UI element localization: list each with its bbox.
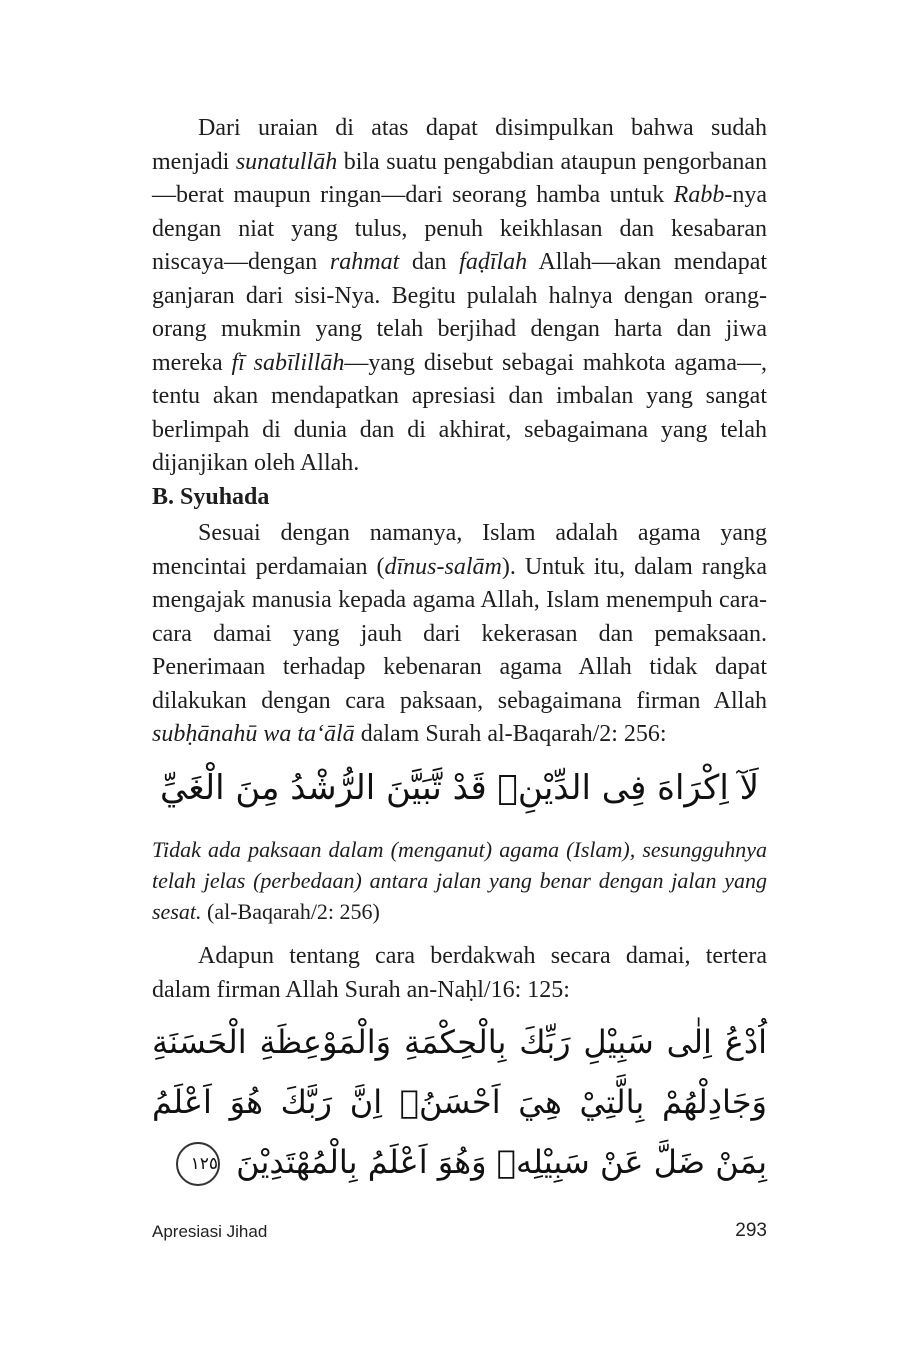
paragraph-2-text bbox=[152, 517, 767, 752]
text-run: Dari uraian di atas dapat disimpulkan bahwa sudah menjadi bbox=[152, 115, 767, 175]
text-run: (al-Baqarah/2: 256) bbox=[201, 899, 380, 924]
paragraph-2 bbox=[152, 517, 767, 752]
text-run: -nya dengan niat yang tulus, penuh keikhlasan dan kesabaran niscaya—dengan bbox=[152, 182, 767, 275]
text-run: dan bbox=[399, 249, 460, 275]
paragraph-1 bbox=[152, 112, 767, 481]
paragraph-3 bbox=[152, 940, 767, 1007]
section-heading: B. Syuhada bbox=[152, 484, 270, 510]
italic-run: Rabb bbox=[673, 182, 725, 208]
paragraph-3-text bbox=[152, 940, 767, 1007]
italic-run: sunatullāh bbox=[235, 148, 338, 175]
text-run: Allah—akan mendapat ganjaran dari sisi-Nya. Begitu pulalah halnya dengan orang-orang mukmin yang telah berjihad dengan harta dan jiwa mereka bbox=[152, 249, 768, 376]
translation-text bbox=[152, 834, 767, 927]
italic-run: dīnus-salām bbox=[384, 553, 502, 580]
arabic-verse-nahl-125 bbox=[152, 1012, 767, 1192]
page-number: 293 bbox=[735, 1220, 767, 1241]
text-run: Adapun tentang cara berdakwah secara damai, tertera dalam firman Allah Surah an-Naḥl/16: 125: bbox=[152, 943, 767, 1003]
italic-run: Tidak ada paksaan dalam (menganut) agama (Islam), sesungguhnya telah jelas (perbedaan) antara jalan yang benar dengan jalan yang sesat. bbox=[152, 837, 767, 924]
text-run: Sesuai dengan namanya, Islam adalah agama yang mencintai perdamaian ( bbox=[152, 520, 767, 580]
italic-run: faḍīlah bbox=[459, 249, 528, 275]
text-run: dalam Surah al-Baqarah/2: 256: bbox=[354, 721, 667, 747]
paragraph-1-text bbox=[152, 112, 767, 481]
italic-run: fī sabīlillāh bbox=[231, 349, 345, 376]
running-footer-title: Apresiasi Jihad bbox=[152, 1222, 268, 1241]
text-run: ). Untuk itu, dalam rangka mengajak manusia kepada agama Allah, Islam menempuh cara-cara damai yang jauh dari kekerasan dan pemaksaan. Penerimaan terhadap kebenaran agama Allah tidak dapat dilakukan dengan cara paksaan, sebagaimana firman Allah bbox=[152, 553, 768, 714]
italic-run: subḥānahū wa ta‘ālā bbox=[152, 721, 355, 747]
arabic-verse-nahl-125-text: اُدْعُ اِلٰى سَبِيْلِ رَبِّكَ بِالْحِكْمَةِ وَالْمَوْعِظَةِ الْحَسَنَةِ وَجَادِلْهُمْ بِالَّتِيْ هِيَ اَحْسَنُۗ اِنَّ رَبَّكَ هُوَ اَعْلَمُ بِمَنْ ضَلَّ عَنْ سَبِيْلِهٖ وَهُوَ اَعْلَمُ بِالْمُهْتَدِيْنَ bbox=[152, 1023, 767, 1181]
verse-translation bbox=[152, 834, 767, 927]
text-run: bila suatu pengabdian ataupun pengorbanan—berat maupun ringan—dari seorang hamba untuk bbox=[152, 148, 767, 208]
arabic-verse-baqarah-256: لَآ اِكْرَاهَ فِى الدِّيْنِۗ قَدْ تَّبَيَّنَ الرُّشْدُ مِنَ الْغَيِّ bbox=[159, 768, 759, 808]
ayah-number-marker: ١٢٥ bbox=[176, 1142, 220, 1186]
italic-run: rahmat bbox=[329, 249, 400, 275]
text-run: —yang disebut sebagai mahkota agama—, tentu akan mendapatkan apresiasi dan imbalan yang sangat berlimpah di dunia dan di akhirat, sebagaimana yang telah dijanjikan oleh Allah. bbox=[152, 349, 767, 476]
